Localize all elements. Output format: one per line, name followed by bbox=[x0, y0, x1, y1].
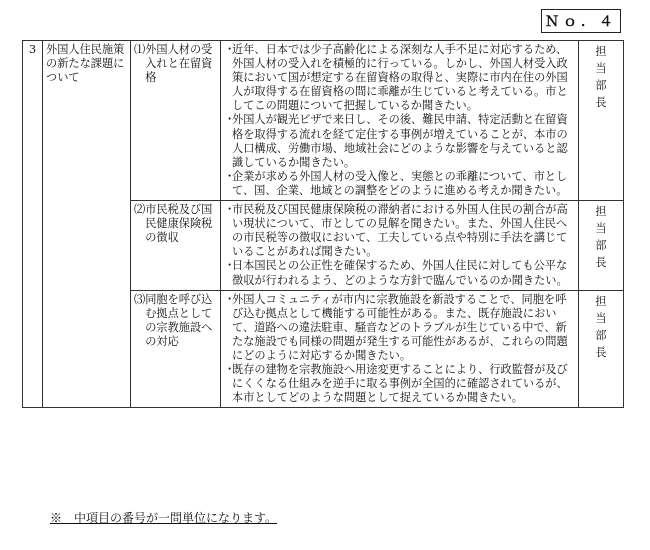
responsible-label: 担当部長 bbox=[595, 205, 607, 270]
list-item: ・ 外国人が観光ビザで来日し、その後、難民申請、特定活動と在留資格を取得する流れを経て定住する事例が増えていることが、本市の人口構成、労働市場、地域社会にどのような影響を与えていると認識しているか聞きたい。 bbox=[224, 113, 568, 169]
subject-cell bbox=[131, 41, 221, 201]
list-item: ・ 企業が求める外国人材の受入像と、実態との乖離について、市として、国、企業、地域との調整をどのように進める考えか聞きたい。 bbox=[224, 169, 568, 197]
list-item: ・ 市民税及び国民健康保険税の滞納者における外国人住民の割合が高い現状について、市としての見解を聞きたい。また、外国人住民への市民税等の徴収において、工夫している点や特別に手法を講じていることがあれば聞きたい。 bbox=[224, 203, 568, 259]
question-number: 3 bbox=[23, 41, 43, 408]
subject-title: 外国人材の受入れと在留資格 bbox=[145, 43, 213, 85]
table-row bbox=[23, 41, 624, 201]
question-table bbox=[22, 40, 624, 408]
responsible-cell bbox=[579, 201, 624, 291]
subject-marker: ⑶ bbox=[134, 292, 146, 306]
page-number: Ｎｏ．４ bbox=[541, 9, 621, 33]
subject-cell bbox=[131, 290, 221, 408]
list-item: ・ 外国人コミュニティが市内に宗教施設を新設することで、同胞を呼び込む拠点として機能する可能性がある。また、既存施設において、道路への違法駐車、騒音などのトラブルが生じている中で、新たな施設でも同様の問題が発生する可能性があるが、これらの問題にどのように対応するか聞きたい。 bbox=[224, 292, 568, 362]
list-item: ・ 日本国民との公正性を確保するため、外国人住民に対しても公平な徴収が行われるよう、どのような方針で臨んでいるのか聞きたい。 bbox=[224, 259, 568, 287]
theme-title: 外国人住民施策の新たな課題について bbox=[43, 41, 131, 408]
responsible-cell bbox=[579, 41, 624, 201]
subject-title: 同胞を呼び込む拠点としての宗教施設への対応 bbox=[145, 292, 213, 348]
subject-marker: ⑴ bbox=[134, 43, 146, 56]
detail-cell bbox=[221, 41, 579, 201]
responsible-label: 担当部長 bbox=[595, 294, 607, 359]
list-item: ・ 近年、日本では少子高齢化による深刻な人手不足に対応するため、外国人材の受入れを積極的に行っている。しかし、外国人材受入政策において国が想定する在留資格の取得と、実際に市内在住の外国人が取得する在留資格の間に乖離が生じていると考えている。市としてこの問題について把握しているか聞きたい。 bbox=[224, 43, 568, 113]
responsible-cell bbox=[579, 290, 624, 408]
list-item: ・ 既存の建物を宗教施設へ用途変更することにより、行政監督が及びにくくなる仕組みを逆手に取る事例が全国的に確認されているが、本市としてどのような問題として捉えているか聞きたい。 bbox=[224, 363, 568, 405]
subject-title: 市民税及び国民健康保険税の徴収 bbox=[145, 203, 213, 245]
footnote: ※ 中項目の番号が一問単位になります。 bbox=[50, 511, 278, 525]
subject-cell bbox=[131, 201, 221, 291]
responsible-label: 担当部長 bbox=[595, 45, 607, 109]
detail-cell bbox=[221, 290, 579, 408]
subject-marker: ⑵ bbox=[134, 203, 146, 217]
detail-cell bbox=[221, 201, 579, 291]
